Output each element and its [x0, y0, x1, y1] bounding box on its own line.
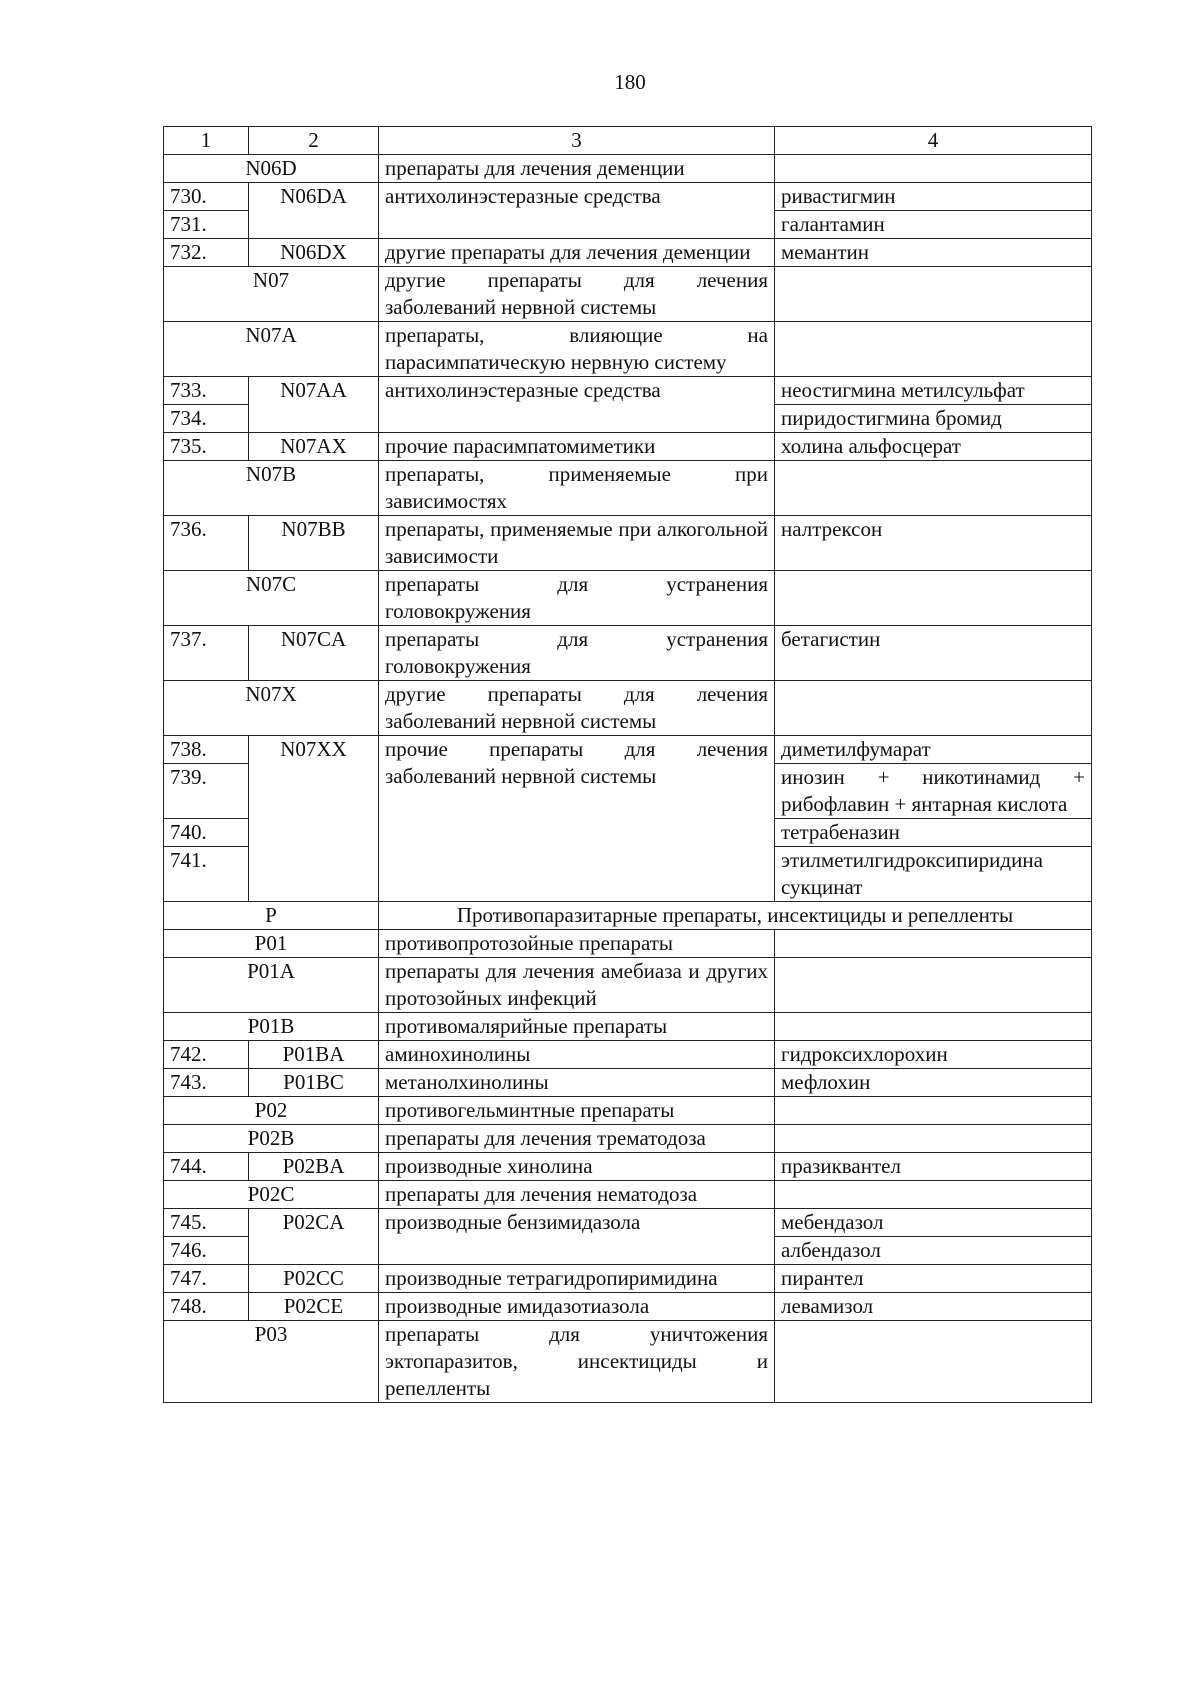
header-col-3: 3 — [379, 127, 775, 155]
group-row — [164, 1097, 1092, 1125]
group-description: антихолинэстеразные средства — [379, 183, 775, 239]
section-name: Противопаразитарные препараты, инсектициды и репелленты — [379, 902, 1092, 930]
drug-name: неостигмина метилсульфат — [775, 377, 1092, 405]
row-number: 730. — [164, 183, 249, 211]
row-number: 738. — [164, 736, 249, 764]
group-row — [164, 155, 1092, 183]
group-code: N07X — [164, 681, 379, 736]
group-drug-empty — [775, 155, 1092, 183]
item-row — [164, 377, 1092, 405]
item-row — [164, 1293, 1092, 1321]
group-row — [164, 1321, 1092, 1403]
group-description: производные имидазотиазола — [379, 1293, 775, 1321]
item-row — [164, 1041, 1092, 1069]
group-description: аминохинолины — [379, 1041, 775, 1069]
group-name: препараты, применяемые при зависимостях — [379, 461, 775, 516]
row-number: 742. — [164, 1041, 249, 1069]
row-number: 740. — [164, 819, 249, 847]
group-description: прочие парасимпатомиметики — [379, 433, 775, 461]
group-code: N07A — [164, 322, 379, 377]
group-name: препараты для лечения амебиаза и других протозойных инфекций — [379, 958, 775, 1013]
drug-name: галантамин — [775, 211, 1092, 239]
row-number: 748. — [164, 1293, 249, 1321]
group-name: препараты, влияющие на парасимпатическую нервную систему — [379, 322, 775, 377]
row-number: 739. — [164, 764, 249, 819]
section-code: P — [164, 902, 379, 930]
atc-code: N06DX — [249, 239, 379, 267]
row-number: 734. — [164, 405, 249, 433]
row-number: 741. — [164, 847, 249, 902]
group-code: N06D — [164, 155, 379, 183]
drug-name: диметилфумарат — [775, 736, 1092, 764]
drug-name: налтрексон — [775, 516, 1092, 571]
row-number: 744. — [164, 1153, 249, 1181]
atc-code: N07AA — [249, 377, 379, 433]
row-number: 743. — [164, 1069, 249, 1097]
group-row — [164, 461, 1092, 516]
item-row — [164, 736, 1092, 764]
drug-name: холина альфосцерат — [775, 433, 1092, 461]
group-drug-empty — [775, 322, 1092, 377]
item-row — [164, 626, 1092, 681]
item-row — [164, 183, 1092, 211]
drug-name: пирантел — [775, 1265, 1092, 1293]
item-row — [164, 516, 1092, 571]
page-number: 180 — [614, 70, 646, 94]
group-code: P01 — [164, 930, 379, 958]
group-name: препараты для лечения трематодоза — [379, 1125, 775, 1153]
header-col-1: 1 — [164, 127, 249, 155]
group-code: N07 — [164, 267, 379, 322]
drug-name: мефлохин — [775, 1069, 1092, 1097]
row-number: 732. — [164, 239, 249, 267]
item-row — [164, 1209, 1092, 1237]
group-code: P03 — [164, 1321, 379, 1403]
group-description: антихолинэстеразные средства — [379, 377, 775, 433]
group-description: препараты, применяемые при алкогольной зависимости — [379, 516, 775, 571]
group-drug-empty — [775, 958, 1092, 1013]
group-row — [164, 681, 1092, 736]
drug-name: пиридостигмина бромид — [775, 405, 1092, 433]
group-name: препараты для лечения нематодоза — [379, 1181, 775, 1209]
group-name: противогельминтные препараты — [379, 1097, 775, 1125]
header-col-2: 2 — [249, 127, 379, 155]
drug-name: инозин + никотинамид + рибофлавин + янтарная кислота — [775, 764, 1092, 819]
section-row — [164, 902, 1092, 930]
drug-name: ривастигмин — [775, 183, 1092, 211]
group-row — [164, 322, 1092, 377]
drug-name: гидроксихлорохин — [775, 1041, 1092, 1069]
item-row — [164, 1265, 1092, 1293]
group-description: производные бензимидазола — [379, 1209, 775, 1265]
group-name: противопротозойные препараты — [379, 930, 775, 958]
group-code: P02 — [164, 1097, 379, 1125]
atc-code: P02CE — [249, 1293, 379, 1321]
group-drug-empty — [775, 571, 1092, 626]
group-name: другие препараты для лечения заболеваний нервной системы — [379, 267, 775, 322]
group-code: P01A — [164, 958, 379, 1013]
drug-name: мебендазол — [775, 1209, 1092, 1237]
group-drug-empty — [775, 681, 1092, 736]
group-drug-empty — [775, 267, 1092, 322]
row-number: 731. — [164, 211, 249, 239]
group-name: препараты для уничтожения эктопаразитов, инсектициды и репелленты — [379, 1321, 775, 1403]
item-row — [164, 1069, 1092, 1097]
group-code: P02C — [164, 1181, 379, 1209]
item-row — [164, 239, 1092, 267]
row-number: 736. — [164, 516, 249, 571]
row-number: 737. — [164, 626, 249, 681]
drug-name: левамизол — [775, 1293, 1092, 1321]
item-row — [164, 1153, 1092, 1181]
group-name: другие препараты для лечения заболеваний нервной системы — [379, 681, 775, 736]
group-description: производные хинолина — [379, 1153, 775, 1181]
group-description: прочие препараты для лечения заболеваний нервной системы — [379, 736, 775, 902]
row-number: 746. — [164, 1237, 249, 1265]
group-row — [164, 1125, 1092, 1153]
group-drug-empty — [775, 1321, 1092, 1403]
group-code: P02B — [164, 1125, 379, 1153]
atc-code: N06DA — [249, 183, 379, 239]
group-name: препараты для устранения головокружения — [379, 571, 775, 626]
atc-code: P02CA — [249, 1209, 379, 1265]
group-description: метанолхинолины — [379, 1069, 775, 1097]
atc-code: N07BB — [249, 516, 379, 571]
drug-name: албендазол — [775, 1237, 1092, 1265]
drug-name: бетагистин — [775, 626, 1092, 681]
group-row — [164, 930, 1092, 958]
drug-name: тетрабеназин — [775, 819, 1092, 847]
group-drug-empty — [775, 930, 1092, 958]
atc-code: N07AX — [249, 433, 379, 461]
group-code: N07B — [164, 461, 379, 516]
atc-code: P02CC — [249, 1265, 379, 1293]
atc-code: N07XX — [249, 736, 379, 902]
group-name: препараты для лечения деменции — [379, 155, 775, 183]
row-number: 733. — [164, 377, 249, 405]
group-row — [164, 571, 1092, 626]
header-row — [164, 127, 1092, 155]
row-number: 745. — [164, 1209, 249, 1237]
item-row — [164, 433, 1092, 461]
group-description: производные тетрагидропиримидина — [379, 1265, 775, 1293]
group-drug-empty — [775, 1125, 1092, 1153]
group-description: другие препараты для лечения деменции — [379, 239, 775, 267]
row-number: 735. — [164, 433, 249, 461]
group-description: препараты для устранения головокружения — [379, 626, 775, 681]
atc-code: P01BC — [249, 1069, 379, 1097]
row-number: 747. — [164, 1265, 249, 1293]
group-name: противомалярийные препараты — [379, 1013, 775, 1041]
drug-classification-table — [163, 126, 1092, 1403]
atc-code: P02BA — [249, 1153, 379, 1181]
group-code: N07C — [164, 571, 379, 626]
group-drug-empty — [775, 1181, 1092, 1209]
group-row — [164, 1181, 1092, 1209]
group-row — [164, 958, 1092, 1013]
group-drug-empty — [775, 1013, 1092, 1041]
group-row — [164, 267, 1092, 322]
header-col-4: 4 — [775, 127, 1092, 155]
drug-name: празиквантел — [775, 1153, 1092, 1181]
group-code: P01B — [164, 1013, 379, 1041]
group-drug-empty — [775, 1097, 1092, 1125]
drug-name: этилметилгидроксипиридина сукцинат — [775, 847, 1092, 902]
atc-code: N07CA — [249, 626, 379, 681]
group-row — [164, 1013, 1092, 1041]
drug-name: мемантин — [775, 239, 1092, 267]
group-drug-empty — [775, 461, 1092, 516]
atc-code: P01BA — [249, 1041, 379, 1069]
